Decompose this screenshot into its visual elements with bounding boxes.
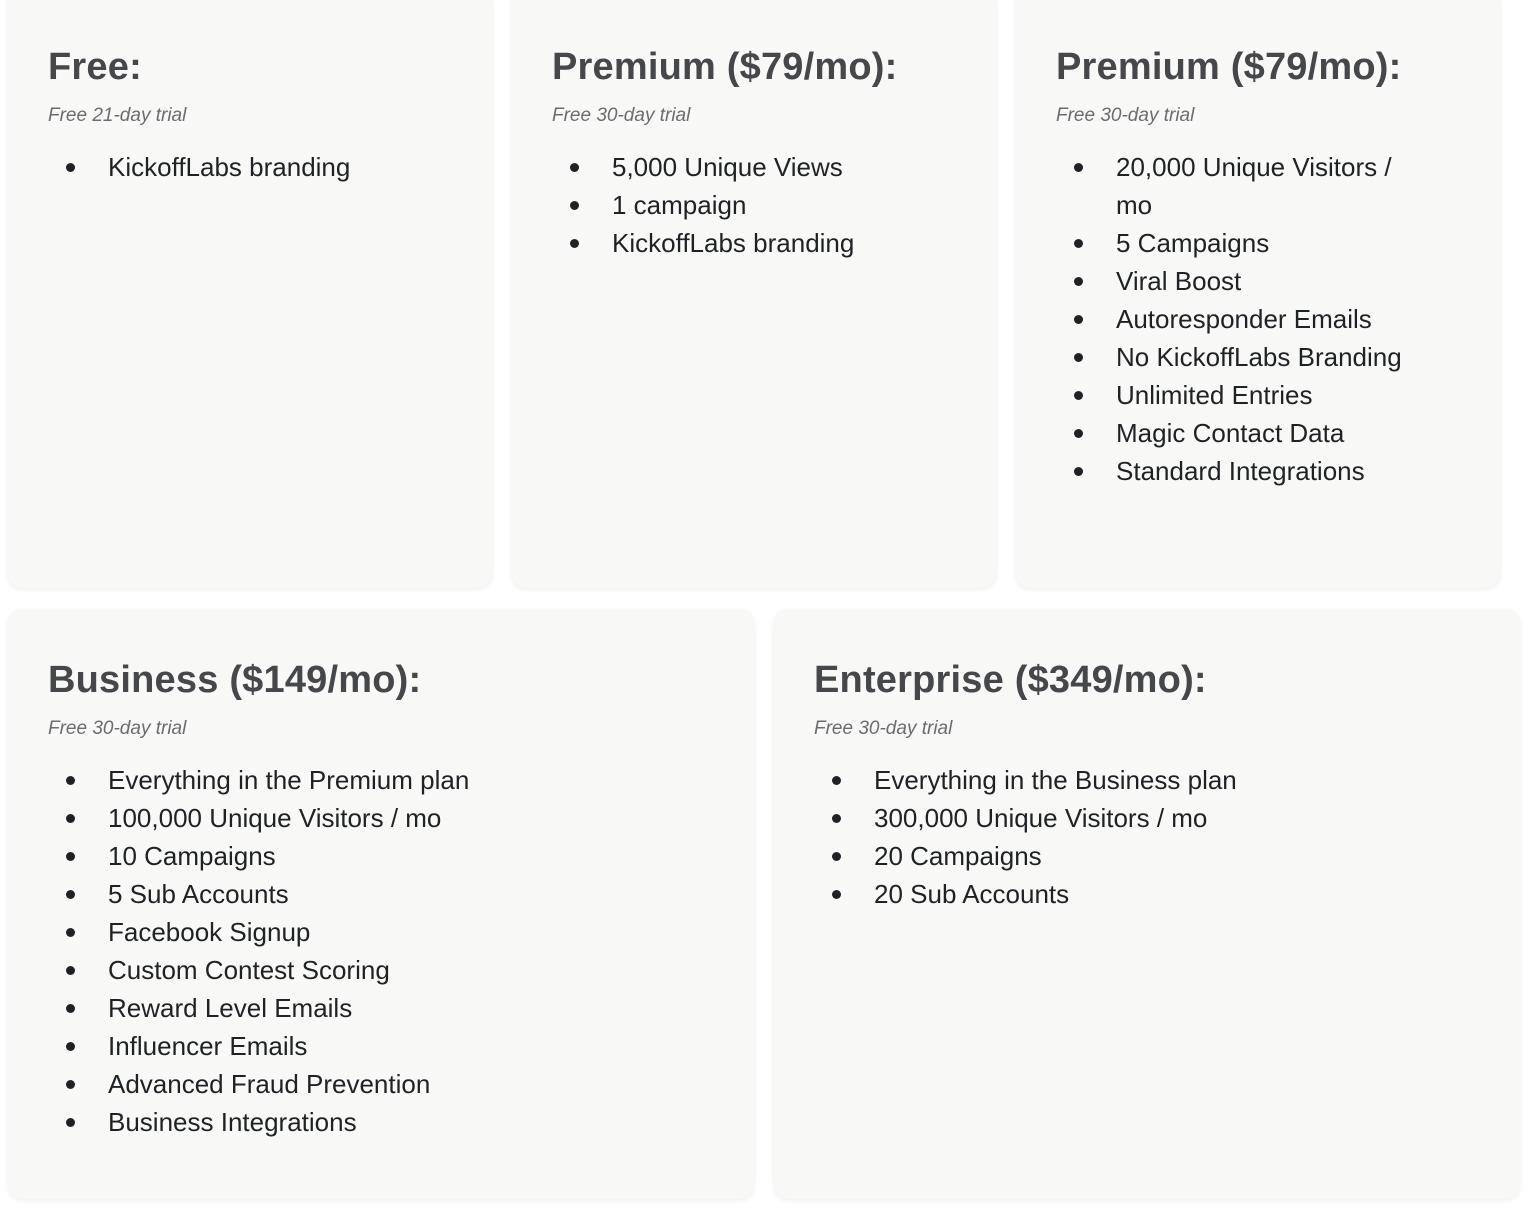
feature-list [1056,148,1460,490]
feature-text: 20 Sub Accounts [874,879,1070,909]
plan-card-premium-views [512,0,996,588]
feature-text: Advanced Fraud Prevention [108,1069,431,1099]
bullet-icon [832,890,841,899]
feature-item [814,837,1480,875]
plan-card-business [8,609,754,1199]
feature-item [552,186,956,224]
bullet-icon [832,814,841,823]
feature-text: KickoffLabs branding [612,228,855,258]
feature-item [48,989,714,1027]
feature-text: KickoffLabs branding [108,152,351,182]
feature-text: 20 Campaigns [874,841,1042,871]
feature-item [48,1027,714,1065]
feature-text: 100,000 Unique Visitors / mo [108,803,442,833]
feature-item [48,148,452,186]
feature-text: 300,000 Unique Visitors / mo [874,803,1208,833]
bullet-icon [570,239,579,248]
feature-item [48,1103,714,1141]
plan-trial-note: Free 30-day trial [1056,105,1195,126]
plan-trial-note: Free 30-day trial [552,105,691,126]
plan-title: Business ($149/mo): [48,659,422,701]
bullet-icon [66,163,75,172]
bullet-icon [66,814,75,823]
feature-item [1056,414,1416,452]
bullet-icon [66,1004,75,1013]
bullet-icon [1074,239,1083,248]
feature-text: 1 campaign [612,190,747,220]
bullet-icon [66,852,75,861]
plan-title: Premium ($79/mo): [1056,46,1402,88]
feature-item [1056,224,1416,262]
feature-text: Unlimited Entries [1116,380,1313,410]
bullet-icon [1074,163,1083,172]
feature-item [48,913,714,951]
feature-item [48,875,714,913]
feature-item [552,224,956,262]
feature-text: Viral Boost [1116,266,1242,296]
plan-trial-note: Free 30-day trial [48,718,187,739]
plan-title: Enterprise ($349/mo): [814,659,1207,701]
feature-item [1056,452,1416,490]
feature-text: 5 Sub Accounts [108,879,289,909]
plan-card-enterprise [774,609,1520,1199]
bullet-icon [66,928,75,937]
feature-text: No KickoffLabs Branding [1116,342,1402,372]
feature-item [1056,262,1416,300]
bullet-icon [66,1080,75,1089]
feature-text: Custom Contest Scoring [108,955,390,985]
bullet-icon [66,1118,75,1127]
bullet-icon [570,163,579,172]
feature-item [48,951,714,989]
plan-trial-note: Free 30-day trial [814,718,953,739]
bullet-icon [66,776,75,785]
plan-card-premium-visitors [1016,0,1500,588]
bullet-icon [66,1042,75,1051]
bullet-icon [1074,429,1083,438]
plan-title: Premium ($79/mo): [552,46,898,88]
plan-trial-note: Free 21-day trial [48,105,187,126]
bullet-icon [66,890,75,899]
feature-text: Autoresponder Emails [1116,304,1372,334]
bullet-icon [66,966,75,975]
feature-list [552,148,956,262]
feature-item [814,761,1480,799]
bullet-icon [570,201,579,210]
bullet-icon [1074,467,1083,476]
feature-item [814,799,1480,837]
bullet-icon [1074,353,1083,362]
feature-text: 5 Campaigns [1116,228,1270,258]
bullet-icon [1074,315,1083,324]
feature-item [814,875,1480,913]
feature-text: Everything in the Premium plan [108,765,470,795]
feature-text: Business Integrations [108,1107,357,1137]
feature-list [48,148,452,186]
bullet-icon [832,776,841,785]
feature-item [48,1065,714,1103]
feature-item [1056,376,1416,414]
feature-item [1056,338,1416,376]
feature-list [48,761,714,1141]
feature-item [48,799,714,837]
feature-item [48,837,714,875]
bullet-icon [1074,391,1083,400]
feature-item [1056,300,1416,338]
plan-title: Free: [48,46,142,88]
bullet-icon [832,852,841,861]
bullet-icon [1074,277,1083,286]
feature-text: 5,000 Unique Views [612,152,843,182]
feature-text: Influencer Emails [108,1031,308,1061]
feature-list [814,761,1480,913]
feature-text: Facebook Signup [108,917,311,947]
feature-text: Magic Contact Data [1116,418,1345,448]
plan-card-free [8,0,492,588]
feature-text: Standard Integrations [1116,456,1365,486]
feature-text: 20,000 Unique Visitors / mo [1116,152,1392,220]
feature-text: Everything in the Business plan [874,765,1237,795]
feature-item [552,148,956,186]
feature-text: Reward Level Emails [108,993,353,1023]
feature-item [1056,148,1416,224]
feature-text: 10 Campaigns [108,841,276,871]
feature-item [48,761,714,799]
